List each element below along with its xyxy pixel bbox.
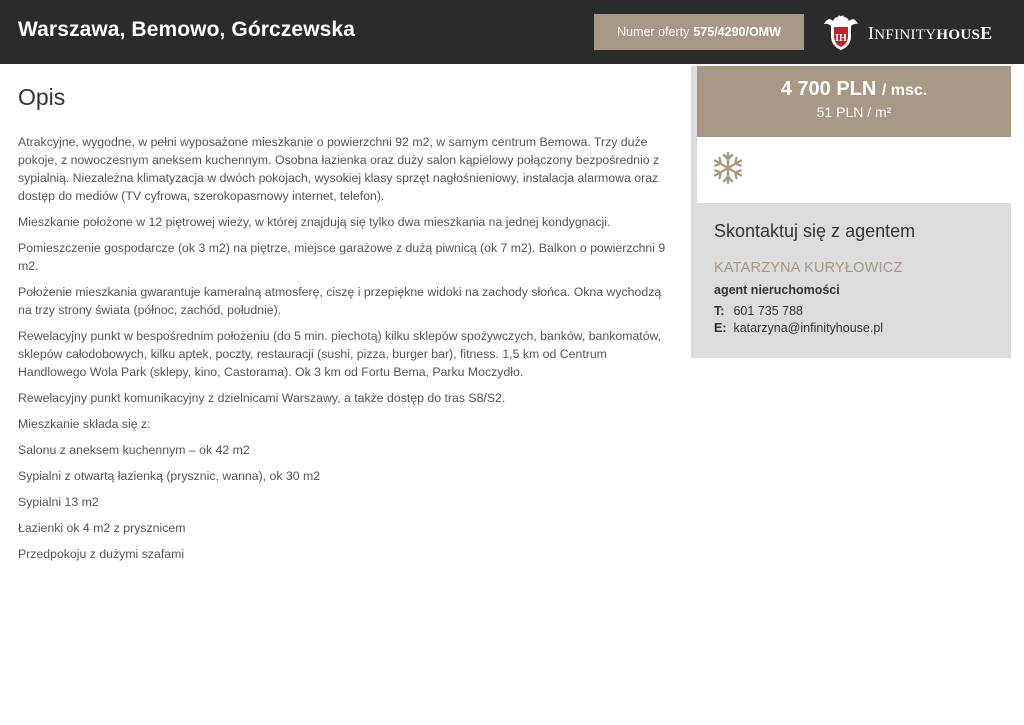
- price-per-m2: 51 PLN / m²: [816, 104, 892, 120]
- agent-email[interactable]: [714, 321, 883, 335]
- description-paragraph: Rewelacyjny punkt w bespośrednim położeniu (do 5 min. piechotą) kilku sklepów spożywczych, banków, bankomatów, sklepów całodobowych, kilku aptek, poczty, restauracji (sushi, pizza, burger bar), fitness. 1,5 km od Centrum Handlowego Wola Park (sklepy, kino, Castorama). Ok 3 km od Fortu Bema, Parku Moczydło.: [18, 329, 662, 379]
- description-paragraph: Pomieszczenie gospodarcze (ok 3 m2) na piętrze, miejsce garażowe z dużą piwnicą (ok 7 m2). Balkon o powierzchni 9 m2.: [18, 241, 666, 273]
- price-unit: / msc.: [881, 82, 928, 99]
- offer-number: 575/4290/OMW: [693, 25, 781, 39]
- description-paragraph: Salonu z aneksem kuchennym – ok 42 m2: [18, 443, 250, 457]
- logo-crest-icon: [820, 14, 862, 52]
- description-paragraph: Położenie mieszkania gwarantuje kameralną atmosferę, ciszę i przepiękne widoki na zachody słońca. Okna wychodzą na trzy strony świata (północ, zachód, południe).: [18, 285, 662, 317]
- description-paragraph: Mieszkanie położone w 12 piętrowej wieży, w której znajdują się tylko dwa mieszkania na jednej kondygnacji.: [18, 215, 611, 229]
- company-logo: [820, 14, 992, 52]
- phone-value[interactable]: 601 735 788: [733, 304, 803, 318]
- description-section: [18, 66, 668, 571]
- description-paragraph: Sypialni 13 m2: [18, 495, 99, 509]
- phone-label: T:: [714, 304, 725, 318]
- agent-phone[interactable]: [714, 304, 803, 318]
- section-title: Opis: [18, 84, 66, 110]
- description-paragraph: Sypialni z otwartą łazienką (prysznic, wanna), ok 30 m2: [18, 469, 321, 483]
- features-box: [697, 137, 1011, 203]
- description-paragraph: Atrakcyjne, wygodne, w pełni wyposażone mieszkanie o powierzchni 92 m2, w samym centrum Bemowa. Trzy duże pokoje, z nowoczesnym aneksem kuchennym. Osobna łazienka oraz duży salon kąpielowy połączony bezpośrednio z sypialnią. Niezależna klimatyzacja w dwóch pokojach, wysokiej klasy sprzęt nagłośnieniowy, instalacja alarmowa oraz dostęp do mediów (TV cyfrowa, szerokopasmowy internet, telefon).: [18, 135, 660, 203]
- sidebar: [691, 66, 1011, 358]
- price-value: 4 700 PLN: [780, 78, 877, 100]
- snowflake-icon: [711, 151, 745, 185]
- description-paragraph: Mieszkanie składa się z:: [18, 417, 151, 431]
- offer-label: Numer oferty: [617, 25, 690, 39]
- price-box: [697, 66, 1011, 137]
- description-paragraph: Rewelacyjny punkt komunikacyjny z dzielnicami Warszawy, a także dostęp do tras S8/S2.: [18, 391, 506, 405]
- price: [697, 78, 1011, 101]
- agent-heading: Skontaktuj się z agentem: [714, 221, 916, 241]
- email-link[interactable]: katarzyna@infinityhouse.pl: [733, 321, 884, 335]
- logo-wordmark: INFINITYHOUSE: [868, 22, 993, 43]
- description-paragraph: Przedpokoju z dużymi szafami: [18, 547, 185, 561]
- logo-monogram: IH: [835, 33, 847, 44]
- agent-contact-box: [697, 203, 1011, 358]
- email-label: E:: [714, 321, 727, 335]
- agent-name: KATARZYNA KURYŁOWICZ: [714, 260, 903, 276]
- header: [0, 0, 1024, 64]
- offer-number-badge: [594, 14, 804, 50]
- page-title: Warszawa, Bemowo, Górczewska: [18, 18, 355, 41]
- description-paragraph: Łazienki ok 4 m2 z prysznicem: [18, 521, 186, 535]
- agent-role: agent nieruchomości: [714, 283, 840, 297]
